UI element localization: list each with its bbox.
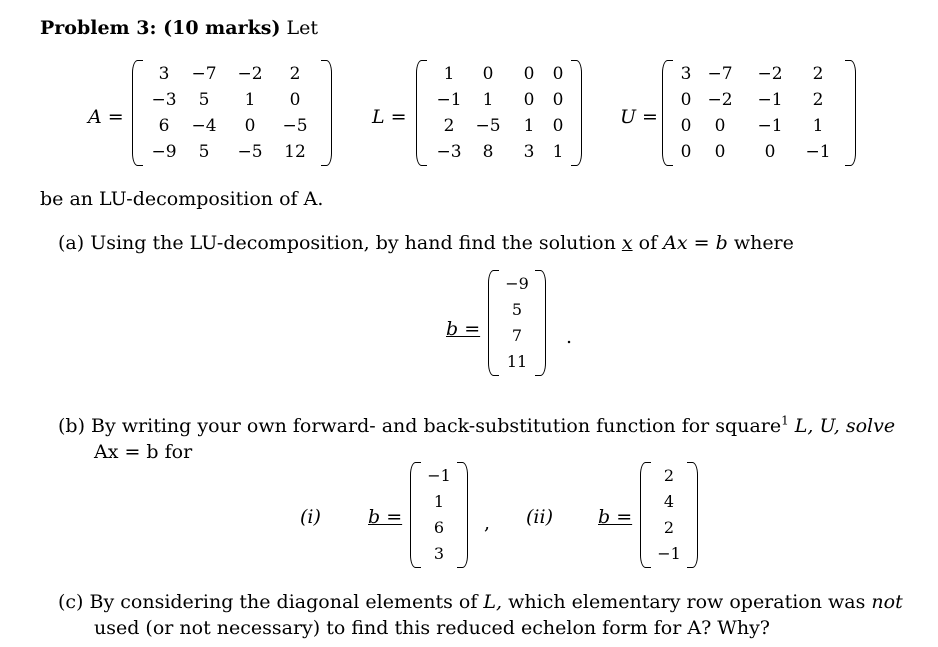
matrix-a-right-paren	[321, 60, 332, 166]
part-c-text-b: which elementary row operation was	[508, 591, 866, 613]
matrix-l-cell: −5	[475, 116, 501, 136]
matrix-l-cell: 8	[482, 142, 494, 162]
matrix-l-cell: 0	[552, 64, 564, 84]
part-c-line-1	[58, 590, 903, 614]
problem-heading-tail: Let	[286, 17, 318, 39]
matrix-a-cell: −3	[151, 90, 177, 110]
part-a-where: where	[733, 232, 794, 254]
matrix-a	[132, 60, 332, 166]
matrix-a-cell: 0	[289, 90, 301, 110]
matrix-l-cell: 0	[552, 116, 564, 136]
vector-a	[488, 270, 546, 376]
matrix-u-cell: 0	[680, 116, 692, 136]
matrix-u	[662, 60, 856, 166]
matrix-u-cell: 2	[812, 64, 824, 84]
part-a-label: (a)	[58, 232, 85, 254]
matrix-l-right-paren	[571, 60, 582, 166]
matrix-u-cell: −2	[757, 64, 783, 84]
matrix-l-cell: 1	[523, 116, 535, 136]
matrix-u-cell: −7	[707, 64, 733, 84]
vector-bii-left-paren	[640, 462, 651, 568]
vector-a-label: b =	[446, 318, 481, 340]
matrix-u-grid	[673, 60, 845, 166]
vector-b-i-cell: 3	[433, 544, 445, 563]
matrix-l-cell: 0	[523, 64, 535, 84]
vector-b-i-cell: 1	[433, 492, 445, 511]
vector-bii-tag: (ii)	[526, 506, 553, 528]
lu-statement: be an LU-decomposition of A.	[40, 188, 324, 210]
vector-bii-right-paren	[687, 462, 698, 568]
vector-bi-left-paren	[410, 462, 421, 568]
matrix-u-cell: 3	[680, 64, 692, 84]
matrix-l-cell: 1	[552, 142, 564, 162]
matrix-a-left-paren	[132, 60, 143, 166]
problem-heading	[40, 16, 318, 40]
matrix-a-cell: −4	[191, 116, 217, 136]
part-b-line-1	[58, 414, 895, 438]
vector-bi-tag: (i)	[300, 506, 321, 528]
vector-bii-label: b =	[598, 506, 633, 528]
vector-bii	[640, 462, 698, 568]
problem-title: Problem 3: (10 marks)	[40, 17, 281, 39]
matrix-l-cell: −3	[436, 142, 462, 162]
matrices-row	[0, 60, 938, 180]
part-a-text	[58, 231, 794, 255]
matrix-l-left-paren	[416, 60, 427, 166]
vector-bi	[410, 462, 468, 568]
vector-a-cell: 11	[506, 352, 528, 371]
vector-b-ii-cell: 2	[663, 466, 675, 485]
matrix-u-cell: 1	[812, 116, 824, 136]
matrix-l-label: L =	[372, 106, 407, 128]
part-a-x: x	[621, 232, 633, 254]
matrix-l-cell: 2	[443, 116, 455, 136]
vector-bi-trail: ,	[484, 512, 491, 534]
matrix-u-label: U =	[620, 106, 658, 128]
matrix-a-cell: 12	[284, 142, 306, 162]
vector-a-right-paren	[535, 270, 546, 376]
matrix-u-cell: 2	[812, 90, 824, 110]
part-b-line-2: Ax = b for	[94, 441, 193, 463]
vector-a-left-paren	[488, 270, 499, 376]
vector-b-ii-cell: −1	[657, 544, 681, 563]
matrix-u-cell: −1	[805, 142, 831, 162]
matrix-a-cell: −7	[191, 64, 217, 84]
vector-b-ii-cell: 2	[663, 518, 675, 537]
matrix-u-cell: −2	[707, 90, 733, 110]
part-c-not: not	[871, 591, 903, 613]
part-a-sentence: Using the LU-decomposition, by hand find the solution	[90, 232, 616, 254]
part-c-text-a: By considering the diagonal elements of	[89, 591, 478, 613]
part-a-equation: Ax = b	[663, 232, 728, 254]
vector-a-cell: −9	[505, 274, 529, 293]
matrix-l-cell: 0	[523, 90, 535, 110]
matrix-a-grid	[143, 60, 321, 166]
matrix-u-left-paren	[662, 60, 673, 166]
matrix-a-cell: 5	[198, 90, 210, 110]
vector-bi-right-paren	[457, 462, 468, 568]
vector-b-i-cell: 6	[433, 518, 445, 537]
part-c-l: L,	[483, 591, 503, 613]
matrix-u-cell: −1	[757, 90, 783, 110]
matrix-a-cell: −5	[237, 142, 263, 162]
matrix-l-grid	[427, 60, 571, 166]
matrix-a-cell: −5	[282, 116, 308, 136]
part-b-text: By writing your own forward- and back-substitution function for square	[91, 415, 782, 437]
matrix-a-label: A =	[88, 106, 124, 128]
vector-a-grid	[499, 270, 535, 376]
matrix-l-cell: 1	[443, 64, 455, 84]
matrix-u-cell: 0	[764, 142, 776, 162]
matrix-u-cell: −1	[757, 116, 783, 136]
matrix-l-cell: 0	[552, 90, 564, 110]
matrix-u-right-paren	[845, 60, 856, 166]
matrix-a-cell: −2	[237, 64, 263, 84]
part-b-label: (b)	[58, 415, 85, 437]
matrix-a-cell: −9	[151, 142, 177, 162]
matrix-a-cell: 1	[244, 90, 256, 110]
matrix-l-cell: 1	[482, 90, 494, 110]
matrix-l-cell: −1	[436, 90, 462, 110]
part-b-footnote-marker: 1	[781, 413, 789, 428]
vector-a-cell: 5	[511, 300, 523, 319]
matrix-l-cell: 0	[482, 64, 494, 84]
matrix-u-cell: 0	[714, 116, 726, 136]
part-c-label: (c)	[58, 591, 84, 613]
part-c-line-2: used (or not necessary) to find this reduced echelon form for A? Why?	[94, 617, 770, 639]
vector-a-trail: .	[566, 326, 573, 348]
matrix-u-cell: 0	[680, 90, 692, 110]
part-a-of: of	[638, 232, 658, 254]
matrix-u-cell: 0	[680, 142, 692, 162]
vector-a-cell: 7	[511, 326, 523, 345]
matrix-u-cell: 0	[714, 142, 726, 162]
part-b-lu: L, U, solve	[794, 415, 896, 437]
matrix-a-cell: 3	[158, 64, 170, 84]
matrix-a-cell: 2	[289, 64, 301, 84]
matrix-a-cell: 0	[244, 116, 256, 136]
matrix-l	[416, 60, 582, 166]
matrix-a-cell: 5	[198, 142, 210, 162]
vector-b-i-cell: −1	[427, 466, 451, 485]
vector-bii-grid	[651, 462, 687, 568]
matrix-a-cell: 6	[158, 116, 170, 136]
vector-b-ii-cell: 4	[663, 492, 675, 511]
vector-bi-grid	[421, 462, 457, 568]
vector-bi-label: b =	[368, 506, 403, 528]
matrix-l-cell: 3	[523, 142, 535, 162]
